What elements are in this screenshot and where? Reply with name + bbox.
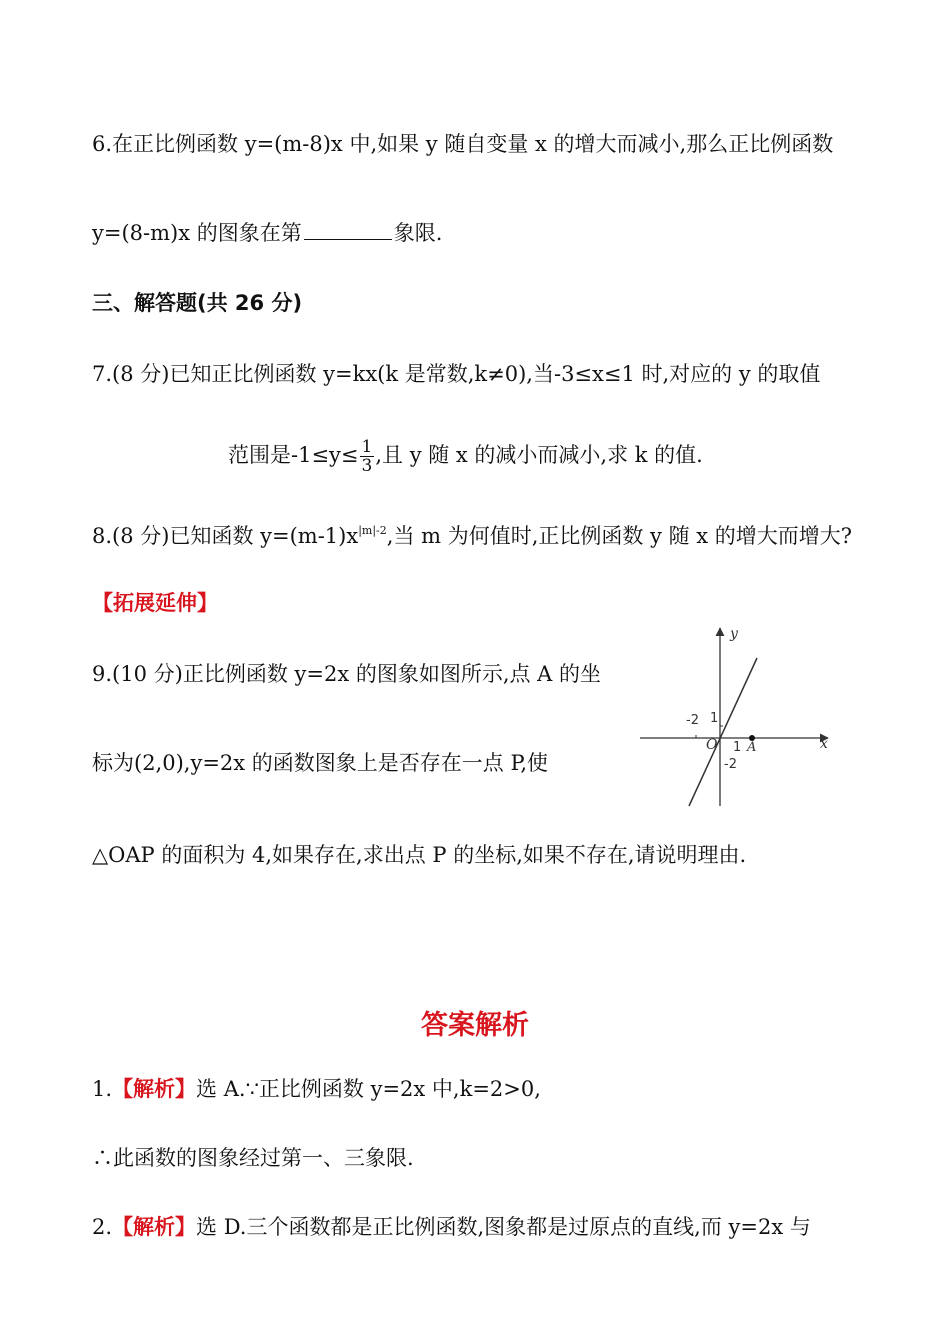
answer-2-number: 2. bbox=[92, 1215, 113, 1239]
answers-title: 答案解析 bbox=[421, 1010, 529, 1041]
answer-1-tag: 【解析】 bbox=[112, 1077, 197, 1101]
q6-line1: 6.在正比例函数 y=(m-8)x 中,如果 y 随自变量 x 的增大而减小,那么正比例函数 bbox=[92, 132, 834, 156]
q7-line1: 7.(8 分)已知正比例函数 y=kx(k 是常数,k≠0),当-3≤x≤1 时,对应的 y 的取值 bbox=[92, 362, 821, 386]
tick-label-neg2-x: -2 bbox=[686, 713, 699, 728]
origin-label: O bbox=[706, 737, 718, 753]
q9-line3: △OAP 的面积为 4,如果存在,求出点 P 的坐标,如果不存在,请说明理由. bbox=[92, 843, 747, 867]
q7-line2 bbox=[228, 438, 703, 475]
answer-2-text: 选 D.三个函数都是正比例函数,图象都是过原点的直线,而 y=2x 与 bbox=[196, 1215, 811, 1239]
fraction-denominator: 3 bbox=[361, 456, 373, 476]
q8-text-b: ,当 m 为何值时,正比例函数 y 随 x 的增大而增大? bbox=[386, 524, 853, 548]
q7-line2-text-b: ,且 y 随 x 的减小而减小,求 k 的值. bbox=[375, 443, 703, 467]
answer-1-line1 bbox=[92, 1073, 541, 1103]
point-a-label: A bbox=[747, 740, 757, 755]
coordinate-graph bbox=[636, 622, 836, 812]
q9-line2: 标为(2,0),y=2x 的函数图象上是否存在一点 P,使 bbox=[92, 751, 549, 775]
q6-line2-text-b: 象限. bbox=[393, 221, 443, 245]
answer-2-line1 bbox=[92, 1211, 811, 1241]
function-line-y-2x bbox=[689, 658, 757, 806]
fraction-numerator: 1 bbox=[361, 437, 373, 457]
tick-label-1-x: 1 bbox=[733, 740, 742, 755]
q7-line2-text-a: 范围是-1≤y≤ bbox=[228, 443, 359, 467]
answer-1-text: 选 A.∵正比例函数 y=2x 中,k=2>0, bbox=[196, 1077, 541, 1101]
q6-line2-text-a: y=(8-m)x 的图象在第 bbox=[92, 221, 302, 245]
answer-blank[interactable] bbox=[304, 221, 392, 240]
answer-1-line2: ∴此函数的图象经过第一、三象限. bbox=[92, 1146, 414, 1170]
tick-label-1-y: 1 bbox=[710, 711, 719, 726]
answer-2-tag: 【解析】 bbox=[112, 1215, 197, 1239]
fraction-one-third bbox=[360, 438, 375, 475]
y-axis-label: y bbox=[730, 626, 738, 642]
x-axis-label: x bbox=[820, 736, 828, 752]
tick-label-neg2-y: -2 bbox=[724, 757, 737, 772]
q9-line1: 9.(10 分)正比例函数 y=2x 的图象如图所示,点 A 的坐 bbox=[92, 662, 602, 686]
q8-exponent: |m|-2 bbox=[358, 524, 387, 537]
answer-1-number: 1. bbox=[92, 1077, 113, 1101]
q8-text-a: 8.(8 分)已知函数 y=(m-1)x bbox=[92, 524, 359, 548]
extension-heading: 【拓展延伸】 bbox=[92, 591, 218, 615]
section3-heading: 三、解答题(共 26 分) bbox=[92, 291, 303, 315]
q6-line2 bbox=[92, 217, 442, 247]
q8-line bbox=[92, 520, 852, 550]
